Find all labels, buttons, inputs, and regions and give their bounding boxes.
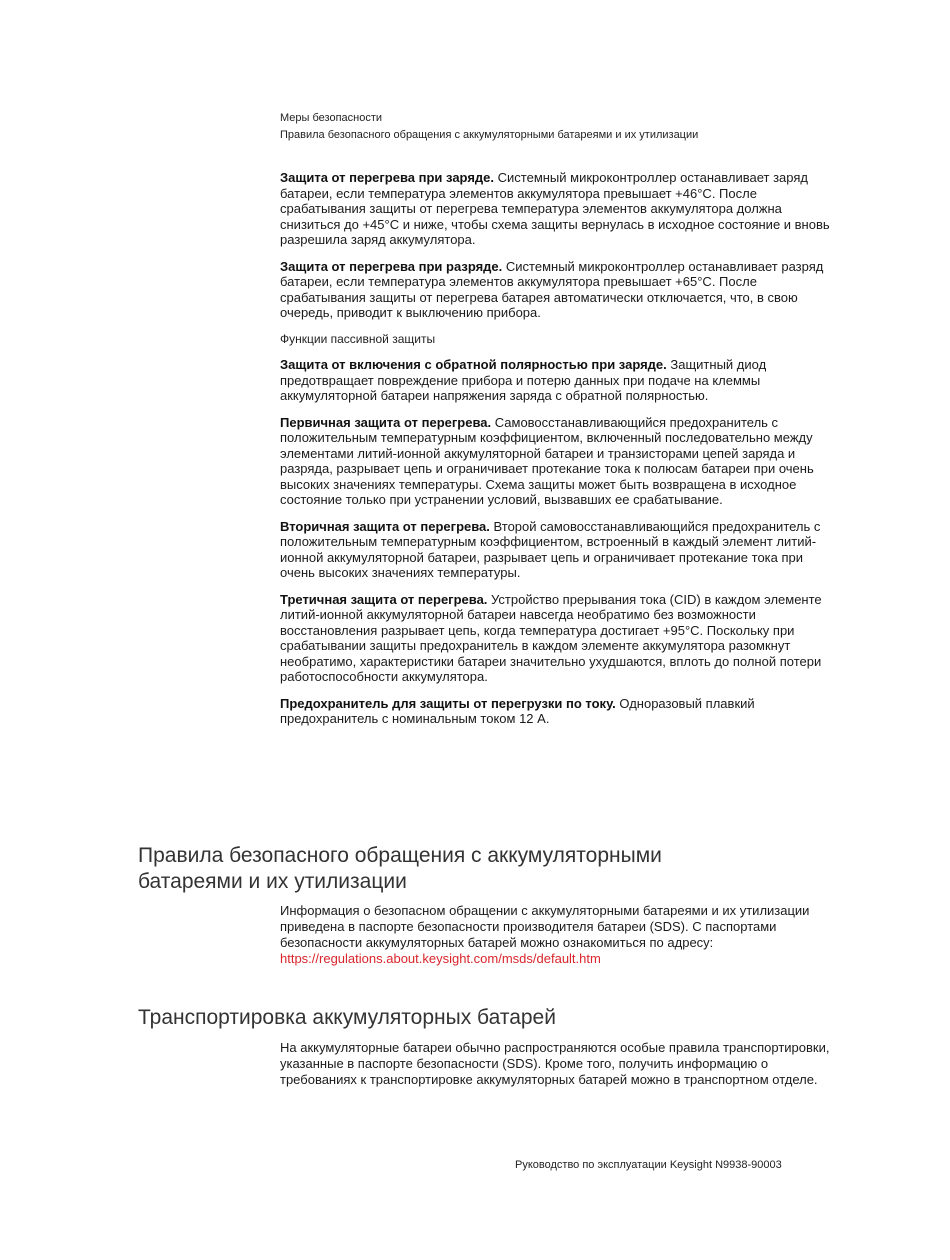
paragraph-title: Третичная защита от перегрева.: [280, 591, 488, 607]
paragraph-text: Системный микроконтроллер останавливает заряд батареи, если температура элементов аккумулятора превышает +46°С. После срабатывания защиты от перегрева температура элементов аккумулятора должна снизиться до +45°С и ниже, чтобы схема защиты вернулась в исходное состояние и вновь разрешила заряд аккумулятора.: [280, 170, 830, 247]
section-title-safe-handling: [138, 843, 662, 895]
paragraph-text: Второй самовосстанавливающийся предохранитель с положительным температурным коэффициентом, встроенный в каждый элемент литий-ионной аккумуляторной батареи, разрывает цепь и ограничивает протекание тока при очень высоких значениях температуры.: [280, 518, 821, 580]
header-section: Правила безопасного обращения с аккумуляторными батареями и их утилизации: [280, 129, 699, 141]
page-footer: Руководство по эксплуатации Keysight N9938-90003: [515, 1159, 782, 1171]
paragraph-title: Первичная защита от перегрева.: [280, 414, 492, 430]
paragraph-discharge-overheat: [280, 259, 840, 321]
paragraph-text: Самовосстанавливающийся предохранитель с положительным температурным коэффициентом, включенный последовательно между элементами литий-ионной аккумуляторной батареи и транзисторами цепей заряда и разряда, разрывает цепь и ограничивает протекание тока к полюсам батареи при очень высоких значениях температуры. Схема защиты может быть возвращена в исходное состояние только при устранении условий, вызвавших ее срабатывание.: [280, 414, 814, 507]
paragraph-text: Одноразовый плавкий предохранитель с номинальным током 12 А.: [280, 695, 755, 726]
running-header: [280, 110, 698, 144]
paragraph-text: Защитный диод предотвращает повреждение прибора и потерю данных при подаче на клеммы аккумуляторной батареи напряжения заряда с обратной полярностью.: [280, 357, 767, 403]
section-title-line: Правила безопасного обращения с аккумуляторными: [138, 844, 662, 867]
msds-link[interactable]: https://regulations.about.keysight.com/msds/default.htm: [280, 951, 601, 966]
paragraph-charge-overheat: [280, 170, 840, 248]
paragraph-tertiary-overheat: [280, 592, 840, 685]
paragraph-title: Защита от перегрева при заряде.: [280, 170, 495, 185]
paragraph-primary-overheat: [280, 415, 840, 508]
section-body: Информация о безопасном обращении с аккумуляторными батареями и их утилизации приведена в паспорте безопасности производителя батареи (SDS). С паспортами безопасности аккумуляторных батарей можно ознакомиться по адресу:: [280, 903, 810, 950]
paragraph-text: Устройство прерывания тока (CID) в каждом элементе литий-ионной аккумуляторной батареи навсегда необратимо без возможности восстановления разрывает цепь, когда температура достигает +95°С. Поскольку при срабатывании защиты предохранитель в каждом элементе аккумулятора разомкнут необратимо, характеристики батареи значительно ухудшаются, вплоть до полной потери работоспособности аккумулятора.: [280, 591, 822, 684]
paragraph-overcurrent-fuse: [280, 696, 840, 727]
passive-heading: Функции пассивной защиты: [280, 331, 436, 346]
paragraph-title: Защита от перегрева при разряде.: [280, 258, 503, 274]
paragraph-title: Вторичная защита от перегрева.: [280, 518, 490, 534]
paragraph-title: Защита от включения с обратной полярностью при заряде.: [280, 357, 667, 372]
section-title-transport: Транспортировка аккумуляторных батарей: [138, 1006, 556, 1029]
section-text-transport: На аккумуляторные батареи обычно распространяются особые правила транспортировки, указанные в паспорте безопасности (SDS). Кроме того, получить информацию о требованиях к транспортировке аккумуляторных батарей можно в транспортном отделе.: [280, 1040, 830, 1087]
paragraph-reverse-polarity: [280, 357, 840, 404]
section-title-line: батареями и их утилизации: [138, 870, 407, 893]
active-protection-block: [280, 170, 840, 738]
paragraph-secondary-overheat: [280, 519, 840, 581]
paragraph-title: Предохранитель для защиты от перегрузки по току.: [280, 695, 616, 711]
header-chapter: Меры безопасности: [280, 112, 383, 124]
section-text-safe-handling: [280, 903, 840, 967]
paragraph-text: Системный микроконтроллер останавливает разряд батареи, если температура элементов аккумулятора превышает +65°С. После срабатывания защиты от перегрева батарея автоматически отключается, что, в свою очередь, приводит к выключению прибора.: [280, 258, 824, 320]
